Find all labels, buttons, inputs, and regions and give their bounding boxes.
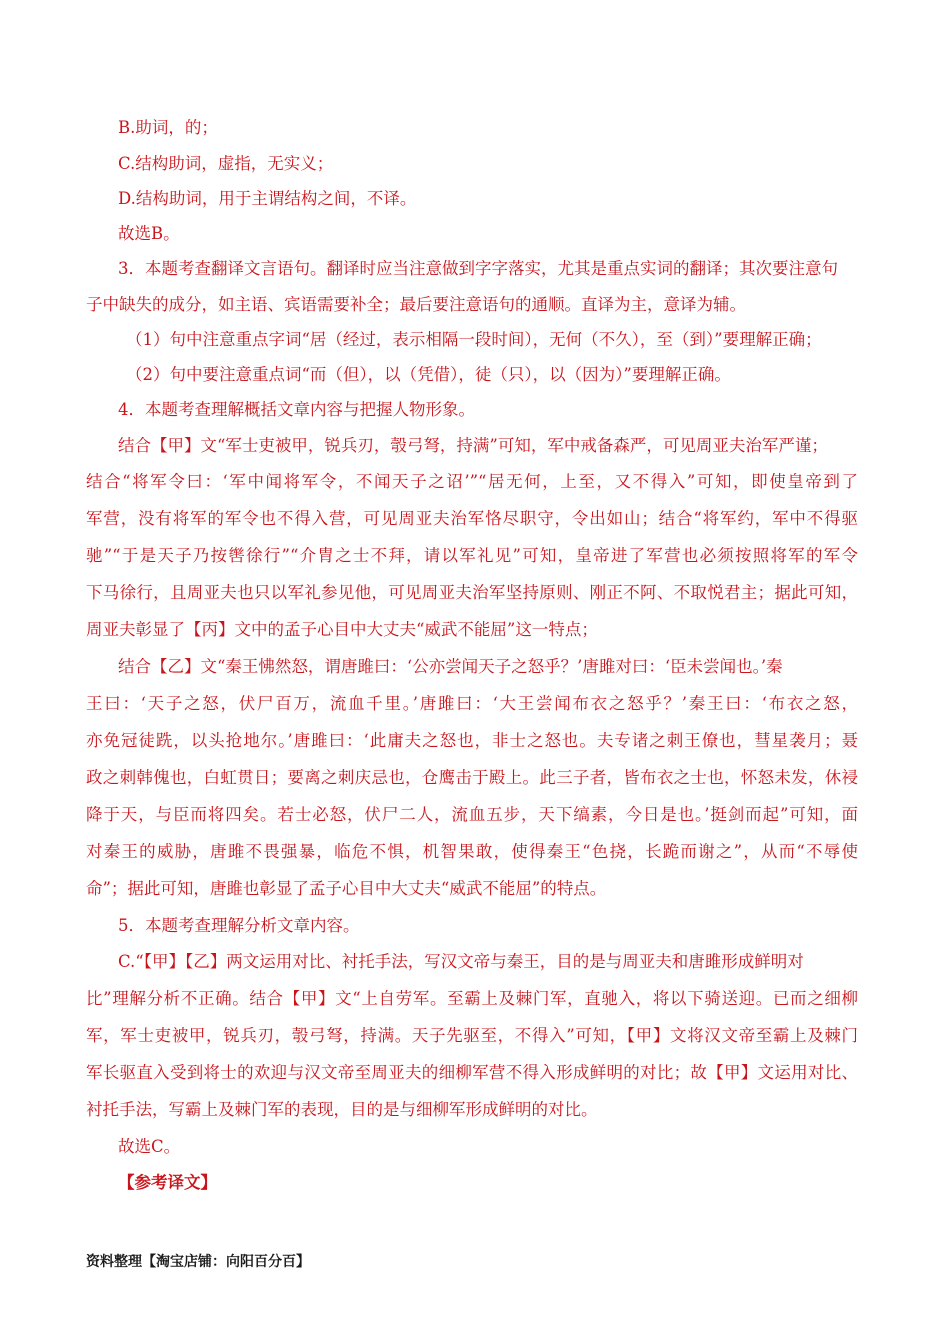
q4-paragraph-1-line: 下马徐行，且周亚夫也只以军礼参见他，可见周亚夫治军坚持原则、刚正不阿、不取悦君主；据此可知， (86, 583, 858, 602)
answer-choice: 故选B。 (118, 224, 180, 243)
q5-paragraph-line: 军，军士吏被甲，锐兵刃，彀弓弩，持满。天子先驱至，不得入”可知，【甲】文将汉文帝至霸上及棘门 (86, 1026, 858, 1045)
q3-point-2: （2）句中要注意重点词“而（但），以（凭借），徒（只），以（因为）”要理解正确。 (126, 365, 731, 384)
q3-point-1: （1）句中注意重点字词“居（经过，表示相隔一段时间），无何（不久），至（到）”要理解正确； (126, 330, 822, 349)
q4-paragraph-2-line: 对秦王的威胁，唐雎不畏强暴，临危不惧，机智果敢，使得秦王“色挠，长跪而谢之”，从而“不辱使 (86, 842, 858, 861)
q5-paragraph-line: 比”理解分析不正确。结合【甲】文“上自劳军。至霸上及棘门军，直驰入，将以下骑送迎。已而之细柳 (86, 989, 858, 1008)
q4-paragraph-2-line: 降于天，与臣而将四矣。若士必怒，伏尸二人，流血五步，天下缟素，今日是也。’挺剑而起”可知，面 (86, 805, 858, 824)
answer-option-c: C.结构助词，虚指，无实义； (118, 154, 334, 173)
q4-paragraph-1-line: 周亚夫彰显了【丙】文中的孟子心目中大丈夫“威武不能屈”这一特点； (86, 620, 598, 639)
q5-paragraph-line: 军长驱直入受到将士的欢迎与汉文帝至周亚夫的细柳军营不得入形成鲜明的对比；故【甲】文运用对比、 (86, 1063, 858, 1082)
answer-option-b: B.助词，的； (118, 118, 218, 137)
q5-paragraph-line: 衬托手法，写霸上及棘门军的表现，目的是与细柳军形成鲜明的对比。 (86, 1100, 598, 1119)
q4-paragraph-2-line: 政之刺韩傀也，白虹贯日；要离之刺庆忌也，仓鹰击于殿上。此三子者，皆布衣之士也，怀怒未发，休祲 (86, 768, 858, 787)
answer-choice: 故选C。 (118, 1137, 181, 1156)
q4-paragraph-2-line: 结合【乙】文“秦王怫然怒，谓唐雎曰：‘公亦尝闻天子之怒乎？’唐雎对曰：‘臣未尝闻也。’秦 (118, 657, 783, 676)
q4-paragraph-1-line: 结合【甲】文“军士吏被甲，锐兵刃，彀弓弩，持满”可知，军中戒备森严，可见周亚夫治军严谨； (118, 436, 828, 455)
q5-paragraph-line: C.“【甲】【乙】两文运用对比、衬托手法，写汉文帝与秦王，目的是与周亚夫和唐雎形成鲜明对 (118, 952, 804, 971)
q3-heading: 3．本题考查翻译文言语句。翻译时应当注意做到字字落实，尤其是重点实词的翻译；其次要注意句 (118, 259, 838, 278)
q4-paragraph-2-line: 亦免冠徒跣，以头抢地尔。’唐雎曰：‘此庸夫之怒也，非士之怒也。夫专诸之刺王僚也，彗星袭月；聂 (86, 731, 858, 750)
answer-option-d: D.结构助词，用于主谓结构之间，不译。 (118, 189, 417, 208)
q4-heading: 4．本题考查理解概括文章内容与把握人物形象。 (118, 400, 475, 419)
q5-heading: 5．本题考查理解分析文章内容。 (118, 916, 360, 935)
q4-paragraph-1-line: 驰”“于是天子乃按辔徐行”“介胄之士不拜，请以军礼见”可知，皇帝进了军营也必须按照将军的军令 (86, 546, 858, 565)
q4-paragraph-2-line: 王曰：‘天子之怒，伏尸百万，流血千里。’唐雎曰：‘大王尝闻布衣之怒乎？’秦王曰：‘布衣之怒， (86, 694, 858, 713)
q4-paragraph-2-line: 命”；据此可知，唐雎也彰显了孟子心目中大丈夫“威武不能屈”的特点。 (86, 879, 607, 898)
page-footer: 资料整理【淘宝店铺：向阳百分百】 (86, 1254, 310, 1270)
q4-paragraph-1-line: 军营，没有将军的军令也不得入营，可见周亚夫治军恪尽职守，令出如山；结合“将军约，军中不得驱 (86, 509, 858, 528)
reference-translation-heading: 【参考译文】 (118, 1173, 217, 1192)
q4-paragraph-1-line: 结合“将军令曰：‘军中闻将军令，不闻天子之诏’”“居无何，上至，又不得入”可知，即使皇帝到了 (86, 472, 858, 491)
q3-text-line: 子中缺失的成分，如主语、宾语需要补全；最后要注意语句的通顺。直译为主，意译为辅。 (86, 295, 746, 314)
